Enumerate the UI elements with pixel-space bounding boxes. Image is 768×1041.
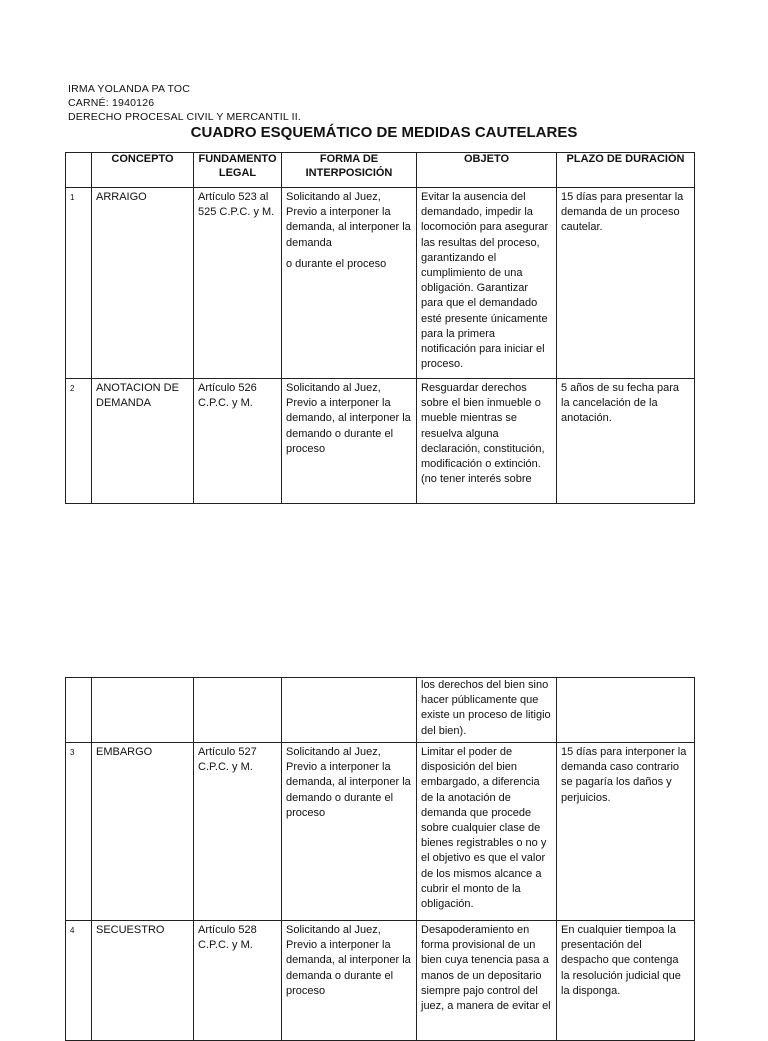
header-fundamento: FUNDAMENTO LEGAL	[194, 153, 282, 188]
table-row	[66, 921, 695, 1041]
cell-objeto: los derechos del bien sino hacer públicamente que existe un proceso de litigio del bien).	[417, 678, 557, 743]
student-id: CARNÉ: 1940126	[68, 97, 155, 109]
row-number: 4	[66, 921, 92, 1041]
cell-forma: Solicitando al Juez, Previo a interponer la demanda, al interponer la demando o durante el proceso	[282, 743, 417, 921]
cell-concepto: EMBARGO	[92, 743, 194, 921]
cell-fundamento: Artículo 527 C.P.C. y M.	[194, 743, 282, 921]
cell-forma: Solicitando al Juez, Previo a interponer la demando, al interponer la demando o durante el proceso	[282, 379, 417, 504]
cell-concepto: SECUESTRO	[92, 921, 194, 1041]
forma-extra-text: o durante el proceso	[286, 257, 387, 270]
cell-plazo: 5 años de su fecha para la cancelación de la anotación.	[557, 379, 695, 504]
header-plazo: PLAZO DE DURACIÓN	[557, 153, 695, 188]
cell-concepto: ANOTACION DE DEMANDA	[92, 379, 194, 504]
header-forma: FORMA DE INTERPOSICIÓN	[282, 153, 417, 188]
measures-table-continued	[65, 677, 695, 1041]
forma-text: Solicitando al Juez, Previo a interponer la demanda, al interponer la demanda	[286, 191, 411, 249]
measures-table	[65, 152, 695, 504]
cell-objeto: Desapoderamiento en forma provisional de un bien cuya tenencia pasa a manos de un depositario siempre pajo control del juez, a manera de evitar el	[417, 921, 557, 1041]
document-title: CUADRO ESQUEMÁTICO DE MEDIDAS CAUTELARES	[190, 124, 578, 141]
objeto-text: Resguardar derechos sobre el bien inmueble o mueble mientras se resuelva alguna declaración, constitución, modificación o extinción. (no tener interés sobre	[421, 382, 545, 486]
table-header-row	[66, 153, 695, 188]
cell-forma	[282, 188, 417, 379]
header-concepto: CONCEPTO	[92, 153, 194, 188]
header-num	[66, 153, 92, 188]
table-row	[66, 188, 695, 379]
cell-fundamento: Artículo 523 al 525 C.P.C. y M.	[194, 188, 282, 379]
row-number: 3	[66, 743, 92, 921]
cell-objeto	[417, 379, 557, 504]
document-header	[68, 82, 301, 124]
cell-concepto: ARRAIGO	[92, 188, 194, 379]
header-objeto: OBJETO	[417, 153, 557, 188]
row-number: 2	[66, 379, 92, 504]
cell-forma: Solicitando al Juez, Previo a interponer la demanda, al interponer la demanda o durante el proceso	[282, 921, 417, 1041]
table-row-continuation	[66, 678, 695, 743]
author-name: IRMA YOLANDA PA TOC	[68, 83, 191, 95]
row-number: 1	[66, 188, 92, 379]
table-row	[66, 379, 695, 504]
cell-fundamento: Artículo 526 C.P.C. y M.	[194, 379, 282, 504]
cell-plazo: 15 días para presentar la demanda de un proceso cautelar.	[557, 188, 695, 379]
cell-fundamento: Artículo 528 C.P.C. y M.	[194, 921, 282, 1041]
course-name: DERECHO PROCESAL CIVIL Y MERCANTIL II.	[68, 111, 302, 123]
cell-objeto: Limitar el poder de disposición del bien embargado, a diferencia de la anotación de demanda que procede sobre cualquier clase de bienes registrables o no y el objetivo es que el valor de los mismos alcance a cubrir el monto de la obligación.	[417, 743, 557, 921]
cell-plazo: En cualquier tiempoa la presentación del despacho que contenga la resolución judicial que la disponga.	[557, 921, 695, 1041]
cell-objeto: Evitar la ausencia del demandado, impedir la locomoción para asegurar las resultas del proceso, garantizando el cumplimiento de una obligación. Garantizar para que el demandado esté presente únicamente para la primera notificación para iniciar el proceso.	[417, 188, 557, 379]
table-row	[66, 743, 695, 921]
cell-plazo: 15 días para interponer la demanda caso contrario se pagaría los daños y perjuicios.	[557, 743, 695, 921]
